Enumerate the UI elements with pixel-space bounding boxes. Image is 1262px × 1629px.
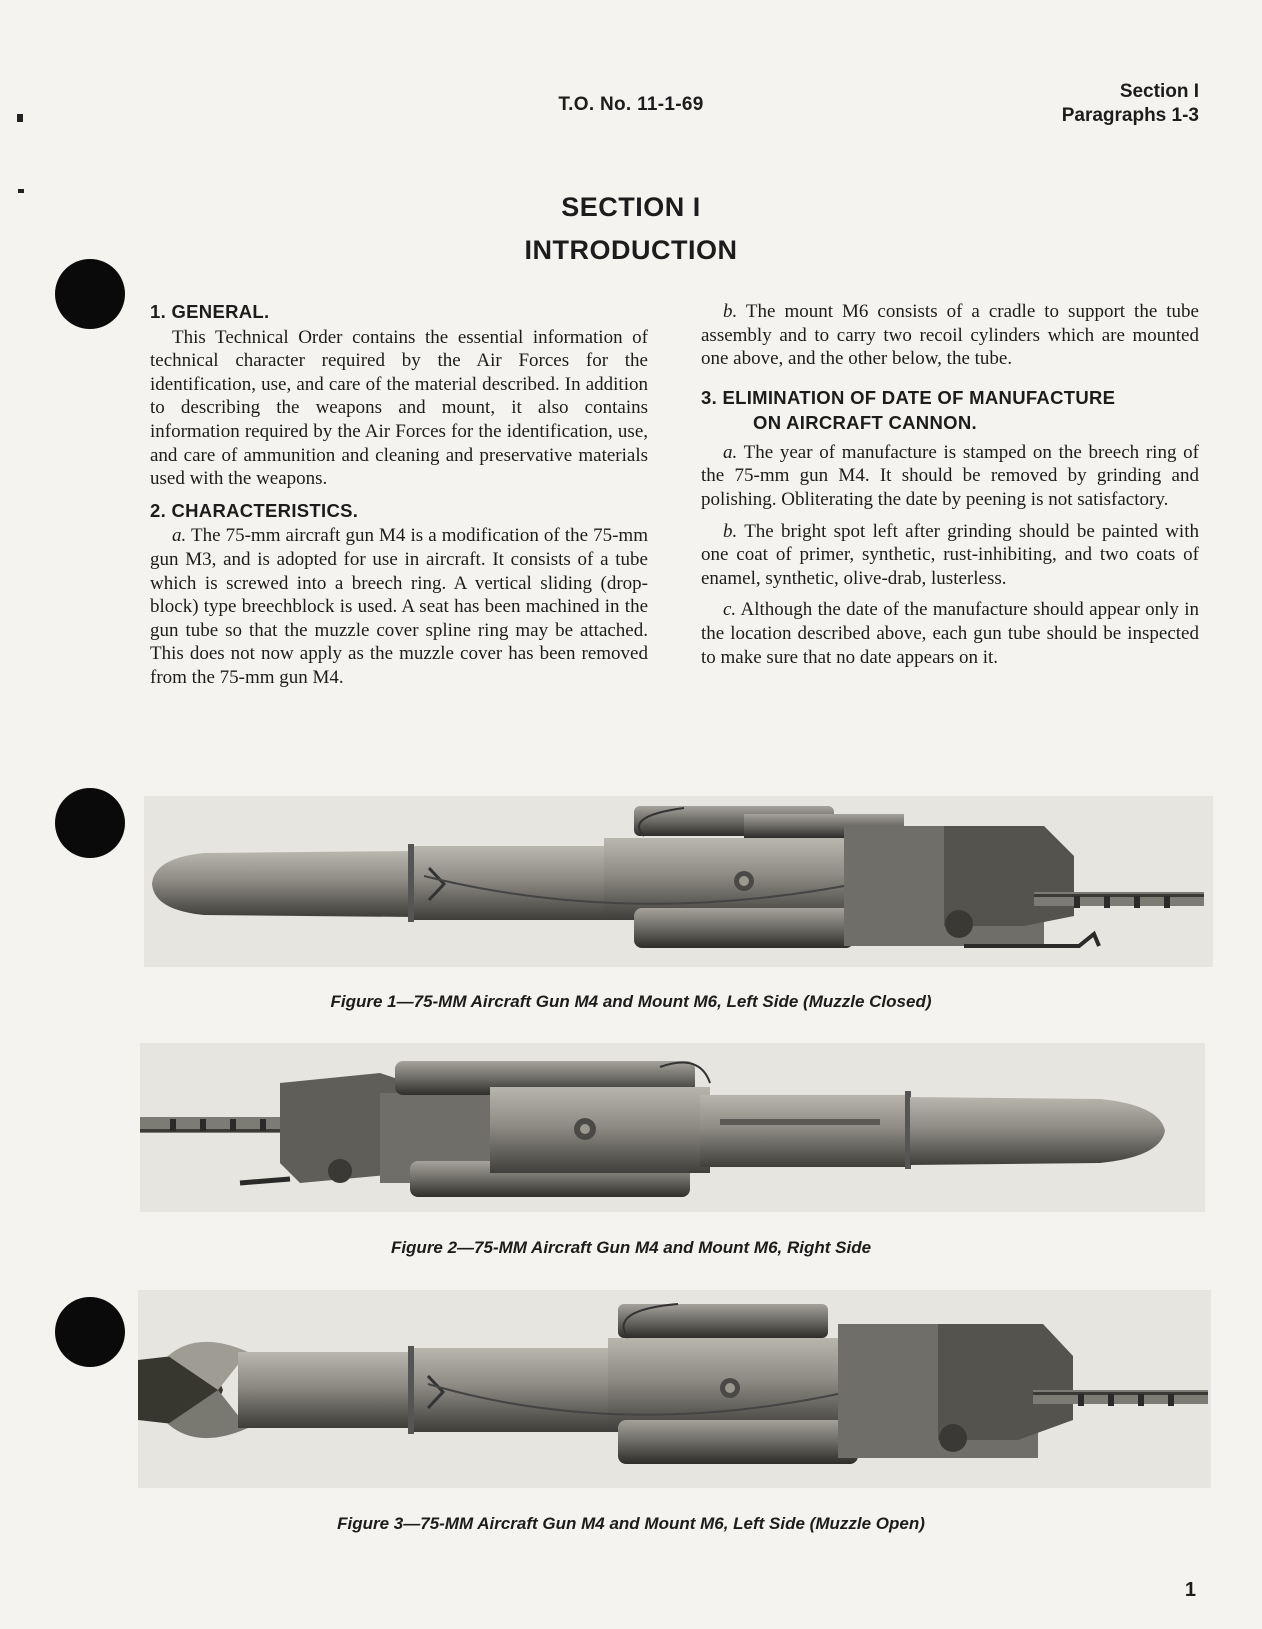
section-title <box>0 186 1262 272</box>
figure-2-caption: Figure 2—75-MM Aircraft Gun M4 and Mount M6, Right Side <box>390 1238 872 1257</box>
paragraph-text: The bright spot left after grinding should be painted with one coat of primer, synthetic, rust-inhibiting, and two coats of enamel, synthetic, olive-drab, lusterless. <box>701 520 1199 589</box>
figure-3-photo <box>138 1290 1211 1488</box>
heading-elimination-line2: ON AIRCRAFT CANNON. <box>753 411 977 433</box>
figure-1-caption: Figure 1—75-MM Aircraft Gun M4 and Mount M6, Left Side (Muzzle Closed) <box>330 992 932 1011</box>
figure-3-caption: Figure 3—75-MM Aircraft Gun M4 and Mount M6, Left Side (Muzzle Open) <box>337 1514 925 1533</box>
section-label: Section I <box>1119 81 1199 102</box>
figure-2-photo <box>140 1043 1205 1212</box>
heading-characteristics: 2. CHARACTERISTICS. <box>150 499 359 521</box>
paragraph-general: This Technical Order contains the essential information of technical character required by the Air Forces for the identification, use, and care of the material described. In addition to describing the weapons and mount, it also contains information required by the Air Forces for the identification, use, and care of ammunition and cleaning and preservative materials used with the weapons. <box>150 326 648 490</box>
paragraph-elimination-b <box>701 520 1199 591</box>
left-column <box>150 300 648 698</box>
paragraph-elimination-a <box>701 441 1199 512</box>
paragraph-characteristics-a <box>150 524 648 689</box>
header-section-info <box>1062 80 1199 128</box>
binder-hole-middle <box>55 788 125 858</box>
paragraph-characteristics-b <box>701 300 1199 371</box>
right-column <box>701 300 1199 677</box>
paragraph-elimination-c <box>701 598 1199 669</box>
paragraph-label: b. <box>723 301 738 322</box>
paragraph-label: a. <box>723 441 738 463</box>
paragraphs-label: Paragraphs 1-3 <box>1061 105 1199 126</box>
heading-elimination-line1: 3. ELIMINATION OF DATE OF MANUFACTURE <box>701 386 1116 408</box>
page-number: 1 <box>1184 1579 1196 1601</box>
paragraph-label: b. <box>723 520 738 542</box>
paragraph-text: The mount M6 consists of a cradle to support the tube assembly and to carry two recoil cylinders which are mounted one above, and the other below, the tube. <box>701 301 1199 370</box>
paragraph-text: The 75-mm aircraft gun M4 is a modification of the 75-mm gun M3, and is adopted for use in aircraft. It consists of a tube which is screwed into a breech ring. A vertical sliding (drop-block) type breechblock is used. A seat has been machined in the gun tube so that the muzzle cover spline ring may be attached. This does not now apply as the muzzle cover has been removed from the 75-mm gun M4. <box>150 525 648 688</box>
paragraph-text: Although the date of the manufacture should appear only in the location described above, each gun tube should be inspected to make sure that no date appears on it. <box>701 599 1199 668</box>
paragraph-text: The year of manufacture is stamped on the breech ring of the 75-mm gun M4. It should be removed by grinding and polishing. Obliterating the date by peening is not satisfactory. <box>701 441 1199 510</box>
doc-number: T.O. No. 11-1-69 <box>558 94 704 115</box>
heading-elimination <box>701 385 1199 435</box>
gun-right-side-illustration <box>140 1043 1205 1212</box>
section-name: INTRODUCTION <box>524 235 738 265</box>
binder-hole-bottom <box>55 1297 125 1367</box>
paragraph-label: a. <box>172 525 187 547</box>
gun-left-side-open-illustration <box>138 1290 1211 1488</box>
section-number: SECTION I <box>561 192 701 222</box>
gun-left-side-closed-illustration <box>144 796 1213 967</box>
heading-general: 1. GENERAL. <box>150 301 270 322</box>
figure-1-photo <box>144 796 1213 967</box>
paragraph-label: c. <box>723 599 737 621</box>
